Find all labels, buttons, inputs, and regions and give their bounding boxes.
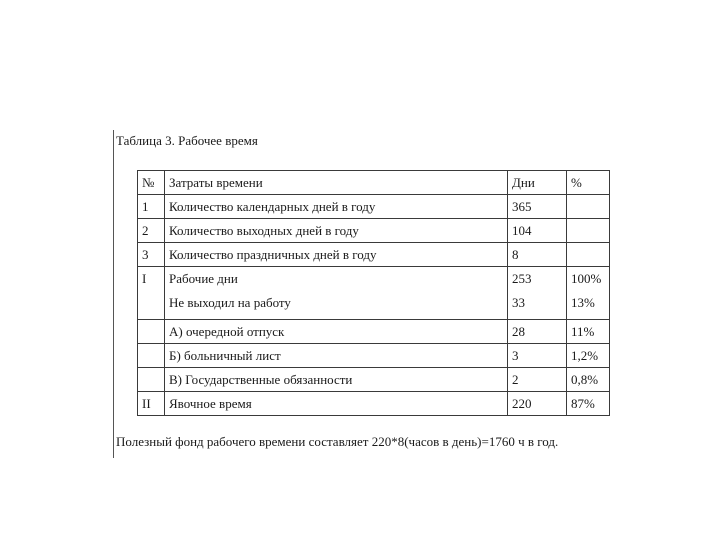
row-percent: 87% [567, 392, 610, 416]
work-time-table [137, 170, 610, 416]
row-number [138, 368, 165, 392]
row-description: Количество выходных дней в году [165, 219, 508, 243]
row-days [508, 267, 567, 320]
row-description [165, 267, 508, 320]
absent-label: Не выходил на работу [169, 295, 291, 310]
row-description: Количество календарных дней в году [165, 195, 508, 219]
table-row [138, 392, 610, 416]
table-row [138, 243, 610, 267]
table-row [138, 267, 610, 320]
header-number: № [138, 171, 165, 195]
table-row [138, 195, 610, 219]
table-row [138, 344, 610, 368]
row-days: 104 [508, 219, 567, 243]
header-percent: % [567, 171, 610, 195]
row-percent: 0,8% [567, 368, 610, 392]
row-percent [567, 243, 610, 267]
left-margin-rule [113, 130, 114, 458]
header-time-costs: Затраты времени [165, 171, 508, 195]
row-number [138, 344, 165, 368]
table-row [138, 368, 610, 392]
working-days-percent: 100% [571, 271, 602, 286]
absent-days-value: 33 [512, 295, 525, 310]
row-number: 1 [138, 195, 165, 219]
table-header-row [138, 171, 610, 195]
working-days-label: Рабочие дни [169, 271, 238, 286]
row-description: Количество праздничных дней в году [165, 243, 508, 267]
row-description: В) Государственные обязанности [165, 368, 508, 392]
row-days: 8 [508, 243, 567, 267]
table-row [138, 219, 610, 243]
row-percent [567, 195, 610, 219]
row-percent: 1,2% [567, 344, 610, 368]
table-caption: Таблица 3. Рабочее время [116, 133, 258, 148]
row-days: 365 [508, 195, 567, 219]
row-description: Б) больничный лист [165, 344, 508, 368]
absent-percent: 13% [571, 295, 595, 310]
row-number [138, 320, 165, 344]
row-days: 3 [508, 344, 567, 368]
working-days-value: 253 [512, 271, 532, 286]
row-description: А) очередной отпуск [165, 320, 508, 344]
row-days: 28 [508, 320, 567, 344]
summary-text: Полезный фонд рабочего времени составляет 220*8(часов в день)=1760 ч в год. [116, 434, 559, 449]
row-number: 2 [138, 219, 165, 243]
row-description: Явочное время [165, 392, 508, 416]
table-row [138, 320, 610, 344]
row-number: 3 [138, 243, 165, 267]
row-days: 220 [508, 392, 567, 416]
row-percent: 11% [567, 320, 610, 344]
row-percent [567, 267, 610, 320]
row-number: I [138, 267, 165, 320]
header-days: Дни [508, 171, 567, 195]
row-number: II [138, 392, 165, 416]
row-percent [567, 219, 610, 243]
row-days: 2 [508, 368, 567, 392]
